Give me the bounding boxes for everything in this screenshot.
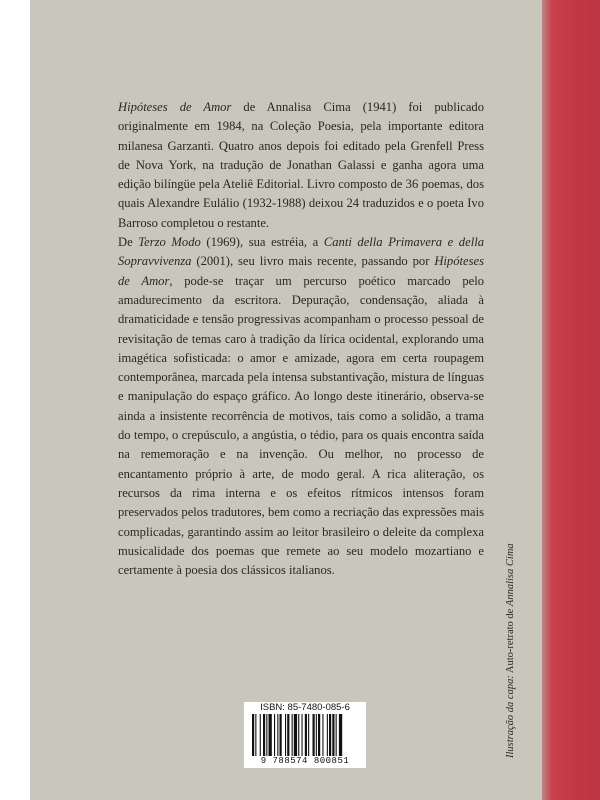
isbn-text: ISBN: 85-7480-085-6 bbox=[260, 702, 350, 713]
barcode-label bbox=[244, 702, 366, 768]
blurb-paragraph-1: Hipóteses de Amor de Annalisa Cima (1941) foi publicado originalmente em 1984, na Coleção Poesia, pela importante editora milanesa Garzanti. Quatro anos depois foi editado pela Grenfell Press de Nova York, na tradução de Jonathan Galassi e ganha agora uma edição bilíngüe pela Ateliê Editorial. Livro composto de 36 poemas, dos quais Alexandre Eulálio (1932-1988) deixou 24 traduzidos e o poeta Ivo Barroso completou o restante. bbox=[118, 100, 484, 230]
spine-edge bbox=[542, 0, 600, 800]
page-margin bbox=[0, 0, 30, 800]
blurb-paragraph-2: De Terzo Modo (1969), sua estréia, a Canti della Primavera e della Sopravvivenza (2001), seu livro mais recente, passando por Hipóteses de Amor, pode-se traçar um percurso poético marcado pelo amadurecimento da escritora. Depuração, condensação, aliada à dramaticidade e tensão progressivas acompanham o processo pessoal de revisitação de temas caro à tradição da lírica ocidental, explorando uma imagética sofisticada: o amor e amizade, agora em certa roupagem contemporânea, marcada pela intensa substantivação, mistura de línguas e manipulação do espaço gráfico. Ao longo deste itinerário, observa-se ainda a insistente recorrência de motivos, tais como a solidão, a trama do tempo, o crepúsculo, a angústia, o tédio, para os quais encontra saída na rememoração e na invenção. Ou melhor, no processo de encantamento próprio à arte, de modo geral. A rica aliteração, os recursos da rima interna e os efeitos rítmicos intensos foram preservados pelos tradutores, bem como a recriação das expressões mais complicadas, garantindo assim ao leitor brasileiro o deleite da complexa musicalidade dos poemas que remete ao seu modelo mozartiano e certamente à poesia dos clássicos italianos. bbox=[118, 235, 484, 578]
cover-illustration-credit: Ilustração da capa: Auto-retrato de Annalisa Cima bbox=[505, 543, 516, 758]
blurb-text bbox=[118, 98, 484, 580]
barcode-digits: 9 788574 800851 bbox=[260, 756, 350, 766]
book-title: Hipóteses de Amor bbox=[118, 100, 232, 114]
barcode-icon bbox=[248, 714, 362, 758]
